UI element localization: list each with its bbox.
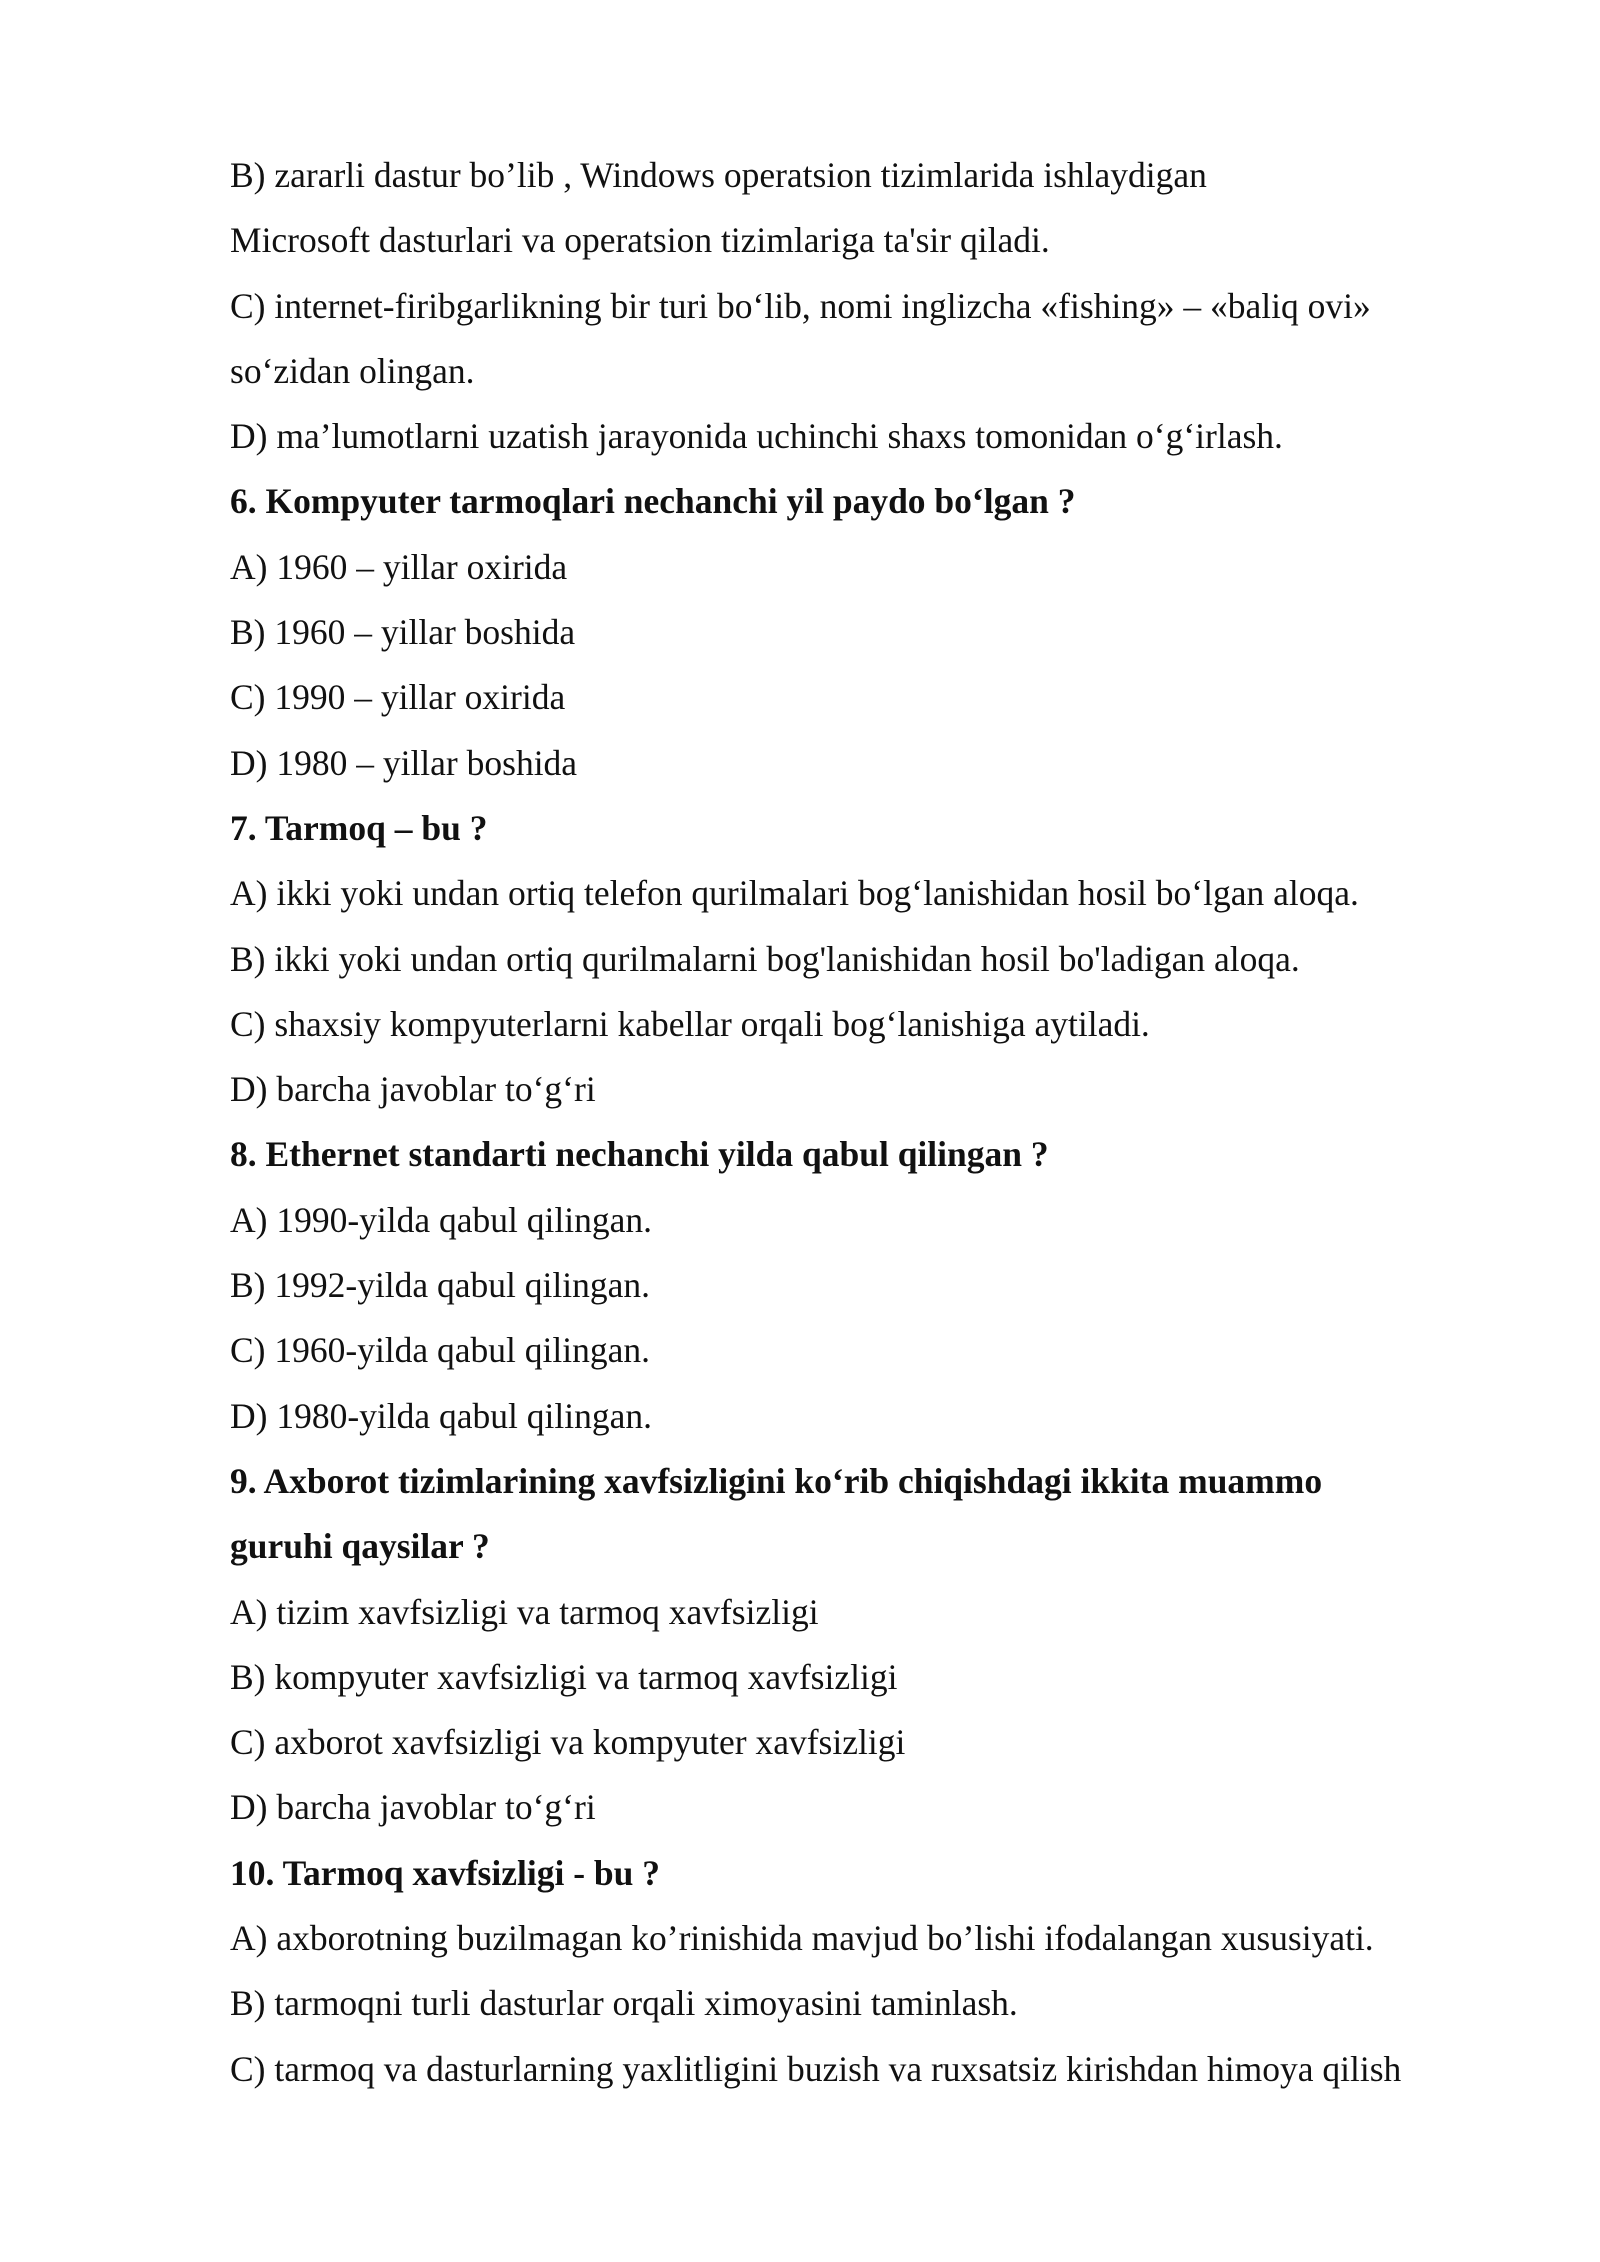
answer-line: A) 1960 – yillar oxirida [230, 546, 568, 587]
answer-line: B) zararli dastur bo’lib , Windows operatsion tizimlarida ishlaydigan [230, 155, 1207, 195]
answer-line: A) ikki yoki undan ortiq telefon qurilmalari bog‘lanishidan hosil bo‘lgan aloqa. [230, 873, 1359, 914]
answer-line: B) tarmoqni turli dasturlar orqali ximoyasini taminlash. [230, 1983, 1018, 2024]
question-line: 7. Tarmoq – bu ? [230, 807, 488, 848]
question-line: guruhi qaysilar ? [230, 1526, 490, 1567]
answer-line: C) axborot xavfsizligi va kompyuter xavfsizligi [230, 1722, 906, 1763]
answer-line: D) barcha javoblar to‘g‘ri [230, 1069, 596, 1110]
question-line: 9. Axborot tizimlarining xavfsizligini ko‘rib chiqishdagi ikkita muammo [230, 1460, 1323, 1501]
answer-line: C) internet-firibgarlikning bir turi bo‘lib, nomi inglizcha «fishing» – «baliq ovi» [230, 285, 1371, 326]
question-line: 6. Kompyuter tarmoqlari nechanchi yil paydo bo‘lgan ? [230, 481, 1076, 522]
answer-line: D) 1980 – yillar boshida [230, 742, 578, 783]
answer-line: D) 1980-yilda qabul qilingan. [230, 1395, 652, 1436]
question-line: 10. Tarmoq xavfsizligi - bu ? [230, 1852, 661, 1893]
answer-line: C) shaxsiy kompyuterlarni kabellar orqali bog‘lanishiga aytiladi. [230, 1003, 1150, 1044]
answer-line: A) 1990-yilda qabul qilingan. [230, 1199, 652, 1240]
answer-line: B) kompyuter xavfsizligi va tarmoq xavfsizligi [230, 1656, 898, 1697]
answer-line: C) 1990 – yillar oxirida [230, 677, 566, 718]
answer-line: C) tarmoq va dasturlarning yaxlitligini buzish va ruxsatsiz kirishdan himoya qilish [230, 2048, 1402, 2089]
answer-line: Microsoft dasturlari va operatsion tizimlariga ta'sir qiladi. [230, 220, 1050, 261]
question-line: 8. Ethernet standarti nechanchi yilda qabul qilingan ? [230, 1134, 1049, 1175]
answer-line: A) tizim xavfsizligi va tarmoq xavfsizligi [230, 1591, 819, 1632]
answer-line: B) 1992-yilda qabul qilingan. [230, 1265, 651, 1306]
answer-line: B) 1960 – yillar boshida [230, 612, 576, 653]
answer-line: B) ikki yoki undan ortiq qurilmalarni bog'lanishidan hosil bo'ladigan aloqa. [230, 938, 1300, 979]
document-body [230, 143, 1530, 2102]
answer-line: C) 1960-yilda qabul qilingan. [230, 1330, 651, 1371]
answer-line: A) axborotning buzilmagan ko’rinishida mavjud bo’lishi ifodalangan xususiyati. [230, 1918, 1374, 1959]
answer-line: D) barcha javoblar to‘g‘ri [230, 1787, 596, 1828]
answer-line: D) ma’lumotlarni uzatish jarayonida uchinchi shaxs tomonidan o‘g‘irlash. [230, 416, 1283, 457]
answer-line: so‘zidan olingan. [230, 350, 475, 391]
